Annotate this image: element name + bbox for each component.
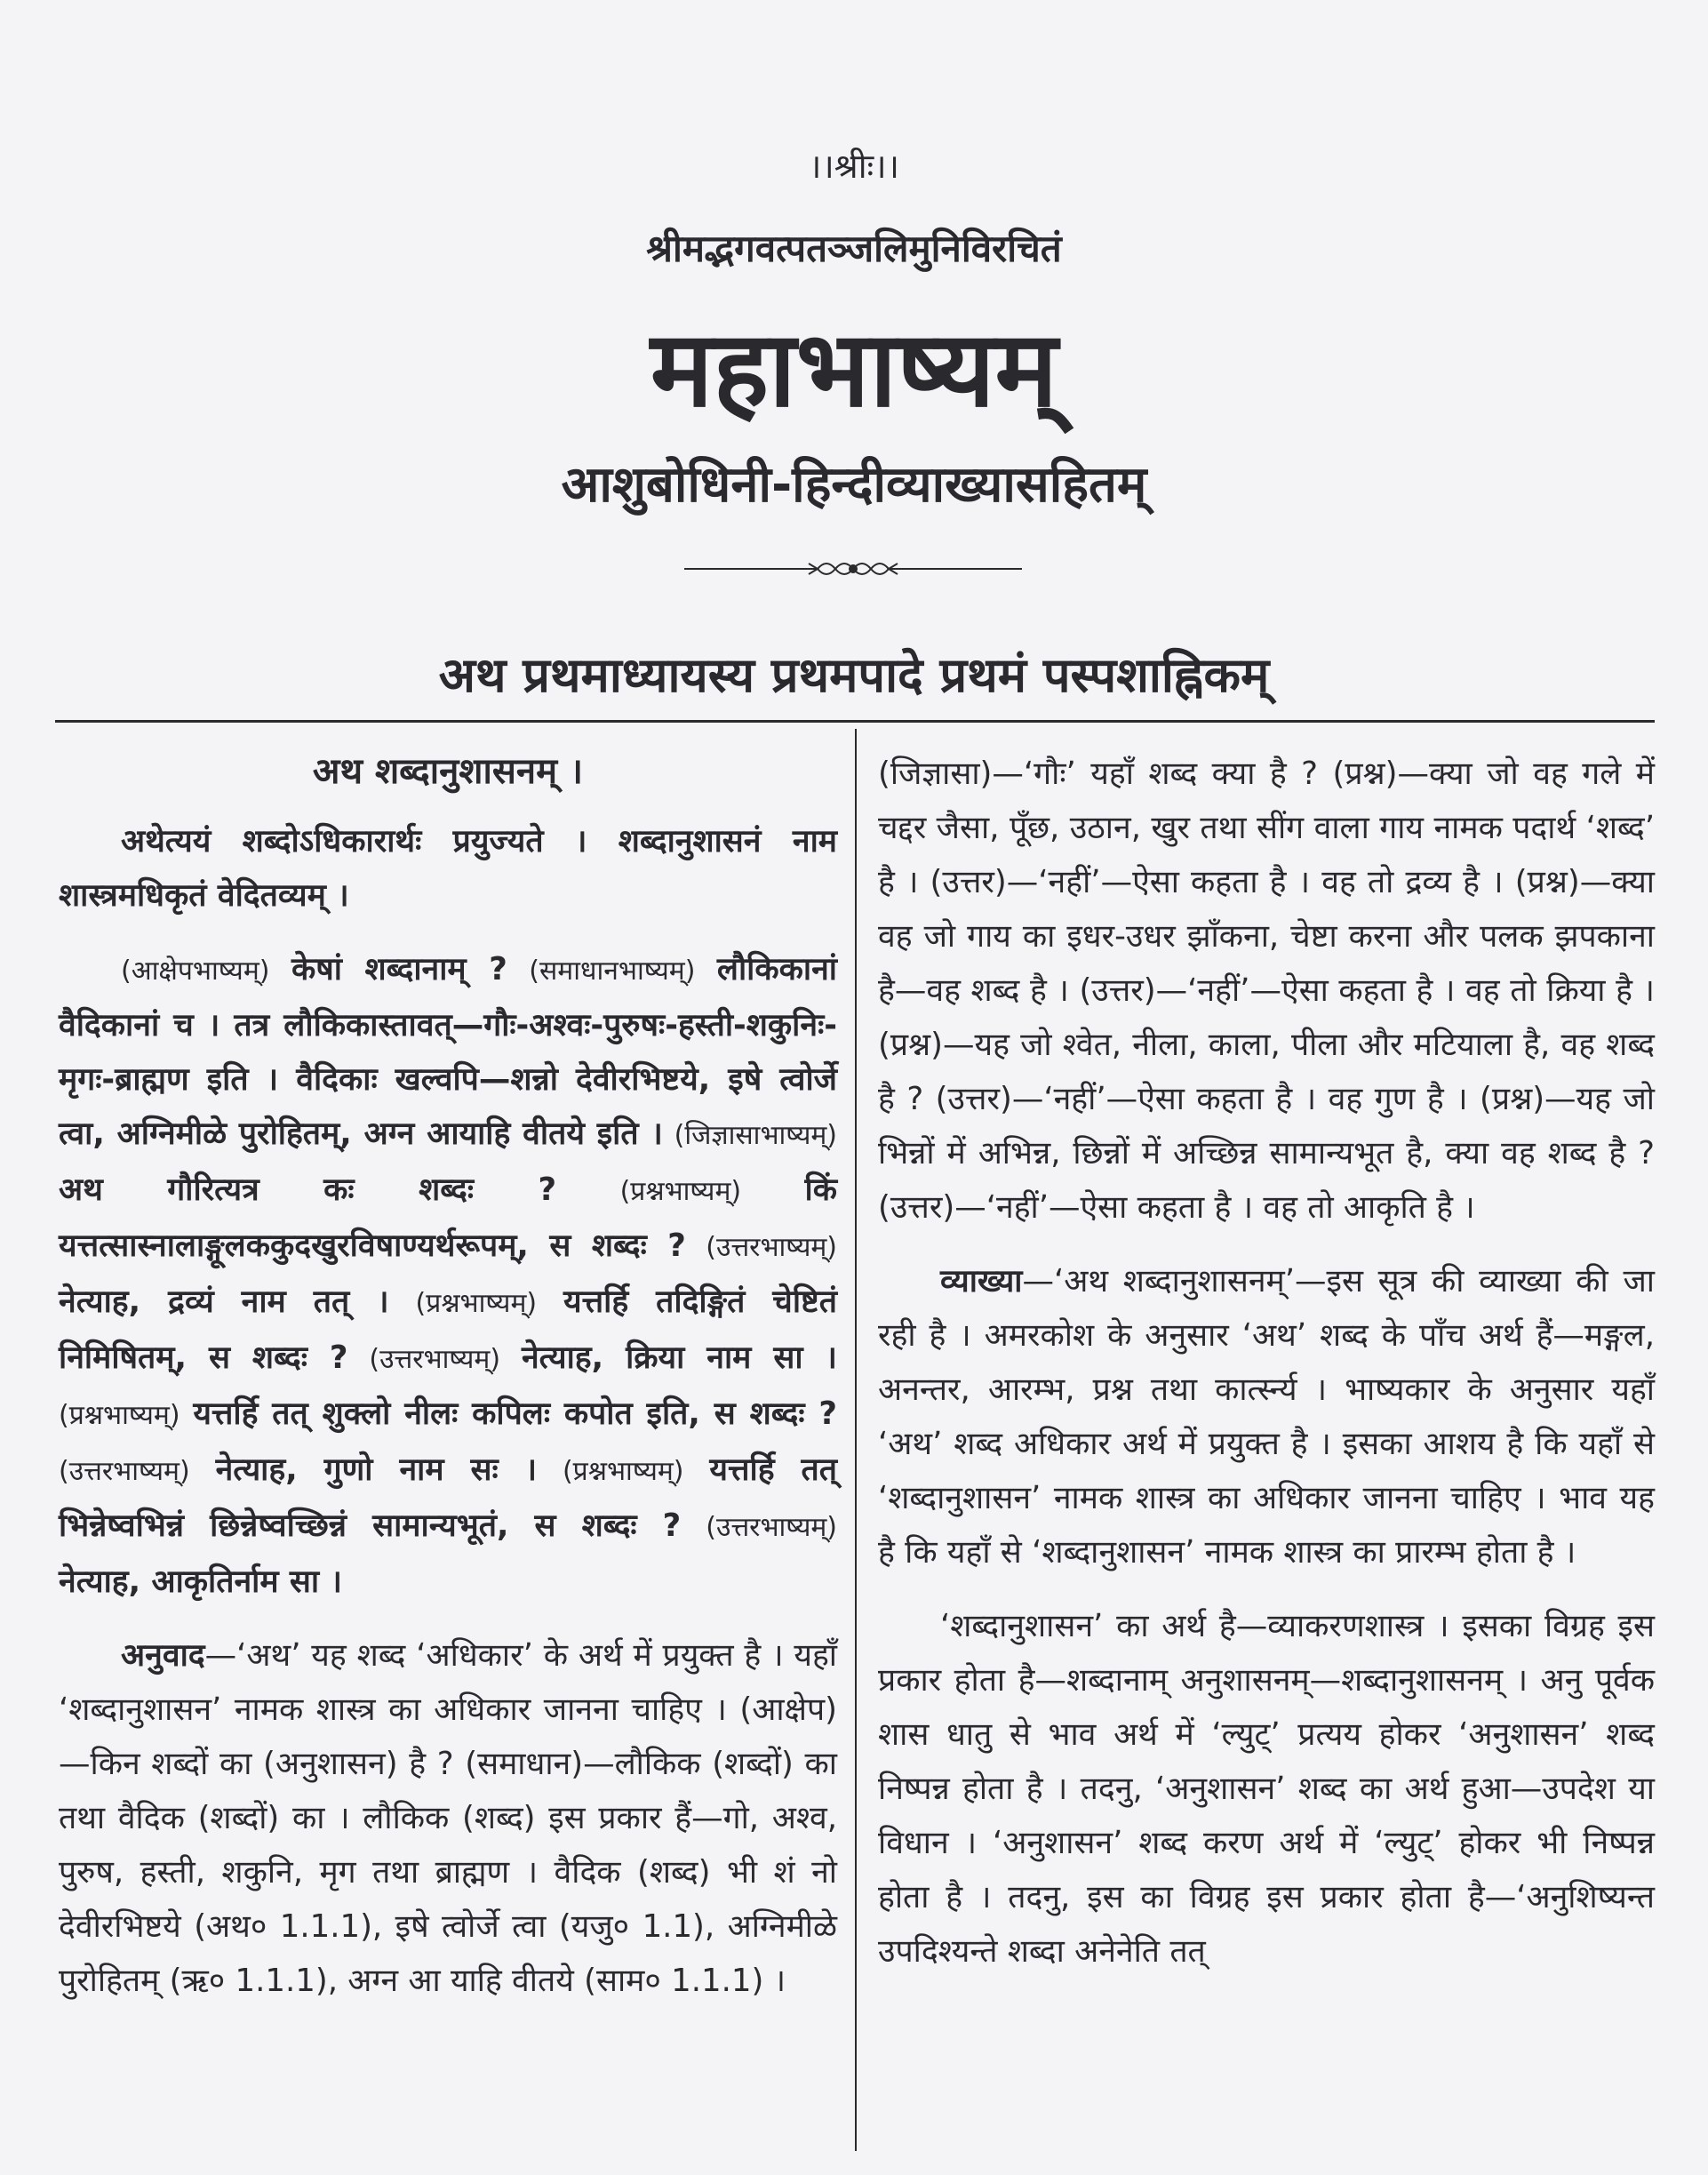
commentary-paragraph: व्याख्या—‘अथ शब्दानुशासनम्’—इस सूत्र की व्याख्या की जा रही है । अमरकोश के अनुसार ‘अथ’ शब्द के पाँच अर्थ हैं—मङ्गल, अनन्तर, आरम्भ, प्रश्न तथा कार्त्स्न्य । भाष्यकार के अनुसार यहाँ ‘अथ’ शब्द अधिकार अर्थ में प्रयुक्त है । इसका आशय है कि यहाँ से ‘शब्दानुशासन’ नामक शास्त्र का अधिकार जानना चाहिए । भाव यह है कि यहाँ से ‘शब्दानुशासन’ नामक शास्त्र का प्रारम्भ होता है । — [878, 1263, 1655, 1571]
bhashya-paragraph: (आक्षेपभाष्यम्) केषां शब्दानाम् ? (समाधानभाष्यम्) लौकिकानां वैदिकानां च । तत्र लौकिकास्तावत्—गौः-अश्वः-पुरुषः-हस्ती-शकुनिः-मृगः-ब्राह्मण इति । वैदिकाः खल्वपि—शन्नो देवीरभिष्टये, इषे त्वोर्जे त्वा, अग्निमीळे पुरोहितम्, अग्न आयाहि वीतये इति । (जिज्ञासाभाष्यम्) अथ गौरित्यत्र कः शब्दः ? (प्रश्नभाष्यम्) किं यत्तत्सास्नालाङ्गूलककुदखुरविषाण्यर्थरूपम्, स शब्दः ? (उत्तरभाष्यम्) नेत्याह, द्रव्यं नाम तत् । (प्रश्नभाष्यम्) यत्तर्हि तदिङ्गितं चेष्टितं निमिषितम्, स शब्दः ? (उत्तरभाष्यम्) नेत्याह, क्रिया नाम सा । (प्रश्नभाष्यम्) यत्तर्हि तत् शुक्लो नीलः कपिलः कपोत इति, स शब्दः ? (उत्तरभाष्यम्) नेत्याह, गुणो नाम सः । (प्रश्नभाष्यम्) यत्तर्हि तत् भिन्नेष्वभिन्नं छिन्नेष्वच्छिन्नं सामान्यभूतं, स शब्दः ? (उत्तरभाष्यम्) नेत्याह, आकृतिर्नाम सा । — [59, 951, 837, 1600]
translation-label: अनुवाद — [121, 1637, 205, 1674]
sutra-text: अथेत्ययं शब्दोऽधिकारार्थः प्रयुज्यते । शब्दानुशासनं नाम शास्त्रमधिकृतं वेदितव्यम् । — [59, 823, 837, 914]
right-column — [878, 747, 1655, 1979]
section-heading: अथ प्रथमाध्यायस्य प्रथमपादे प्रथमं पस्पशाह्निकम् — [438, 647, 1270, 703]
ornament-divider-icon — [684, 551, 1022, 587]
left-column — [59, 747, 837, 2008]
translation-paragraph: अनुवाद—‘अथ’ यह शब्द ‘अधिकार’ के अर्थ में प्रयुक्त है । यहाँ ‘शब्दानुशासन’ नामक शास्त्र का अधिकार जानना चाहिए । (आक्षेप)—किन शब्दों का (अनुशासन) है ? (समाधान)—लौकिक (शब्दों) का तथा वैदिक (शब्दों) का । लौकिक (शब्द) इस प्रकार हैं—गो, अश्व, पुरुष, हस्ती, शकुनि, मृग तथा ब्राह्मण । वैदिक (शब्द) भी शं नो देवीरभिष्टये (अथ० 1.1.1), इषे त्वोर्जे त्वा (यजु० 1.1), अग्निमीळे पुरोहितम् (ऋ० 1.1.1), अग्न आ याहि वीतये (साम० 1.1.1) । — [59, 1637, 837, 1999]
commentary-paragraph-2: ‘शब्दानुशासन’ का अर्थ है—व्याकरणशास्त्र । इसका विग्रह इस प्रकार होता है—शब्दानाम् अनुशासनम्—शब्दानुशासनम् । अनु पूर्वक शास धातु से भाव अर्थ में ‘ल्युट्’ प्रत्यय होकर ‘अनुशासन’ शब्द निष्पन्न होता है । तदनु, ‘अनुशासन’ शब्द का अर्थ हुआ—उपदेश या विधान । ‘अनुशासन’ शब्द करण अर्थ में ‘ल्युट्’ होकर भी निष्पन्न होता है । तदनु, इस का विग्रह इस प्रकार होता है—‘अनुशिष्यन्त उपदिश्यन्ते शब्दा अनेनेति तत् — [878, 1608, 1655, 1970]
sutra-heading: अथ शब्दानुशासनम् । — [312, 751, 584, 792]
author-line: श्रीमद्भगवत्पतञ्जलिमुनिविरचितं — [646, 227, 1062, 270]
column-divider — [855, 729, 857, 2151]
main-title: महाभाष्यम् — [650, 308, 1058, 430]
sutra-paragraph-1 — [59, 814, 837, 923]
top-rule — [55, 720, 1655, 723]
commentary-label: व्याख्या — [940, 1263, 1023, 1299]
subtitle: आशुबोधिनी-हिन्दीव्याख्यासहितम् — [561, 456, 1147, 514]
invocation: ।।श्रीः।। — [808, 147, 900, 186]
translation-continued: (जिज्ञासा)—‘गौः’ यहाँ शब्द क्या है ? (प्रश्न)—क्या जो वह गले में चद्दर जैसा, पूँछ, उठान, खुर तथा सींग वाला गाय नामक पदार्थ ‘शब्द’ है । (उत्तर)—‘नहीं’—ऐसा कहता है । वह तो द्रव्य है । (प्रश्न)—क्या वह जो गाय का इधर-उधर झाँकना, चेष्टा करना और पलक झपकाना है—वह शब्द है । (उत्तर)—‘नहीं’—ऐसा कहता है । वह तो क्रिया है । (प्रश्न)—यह जो श्वेत, नीला, काला, पीला और मटियाला है, वह शब्द है ? (उत्तर)—‘नहीं’—ऐसा कहता है । वह गुण है । (प्रश्न)—यह जो भिन्नों में अभिन्न, छिन्नों में अच्छिन्न सामान्यभूत है, क्या वह शब्द है ? (उत्तर)—‘नहीं’—ऐसा कहता है । वह तो आकृति है । — [878, 756, 1655, 1226]
